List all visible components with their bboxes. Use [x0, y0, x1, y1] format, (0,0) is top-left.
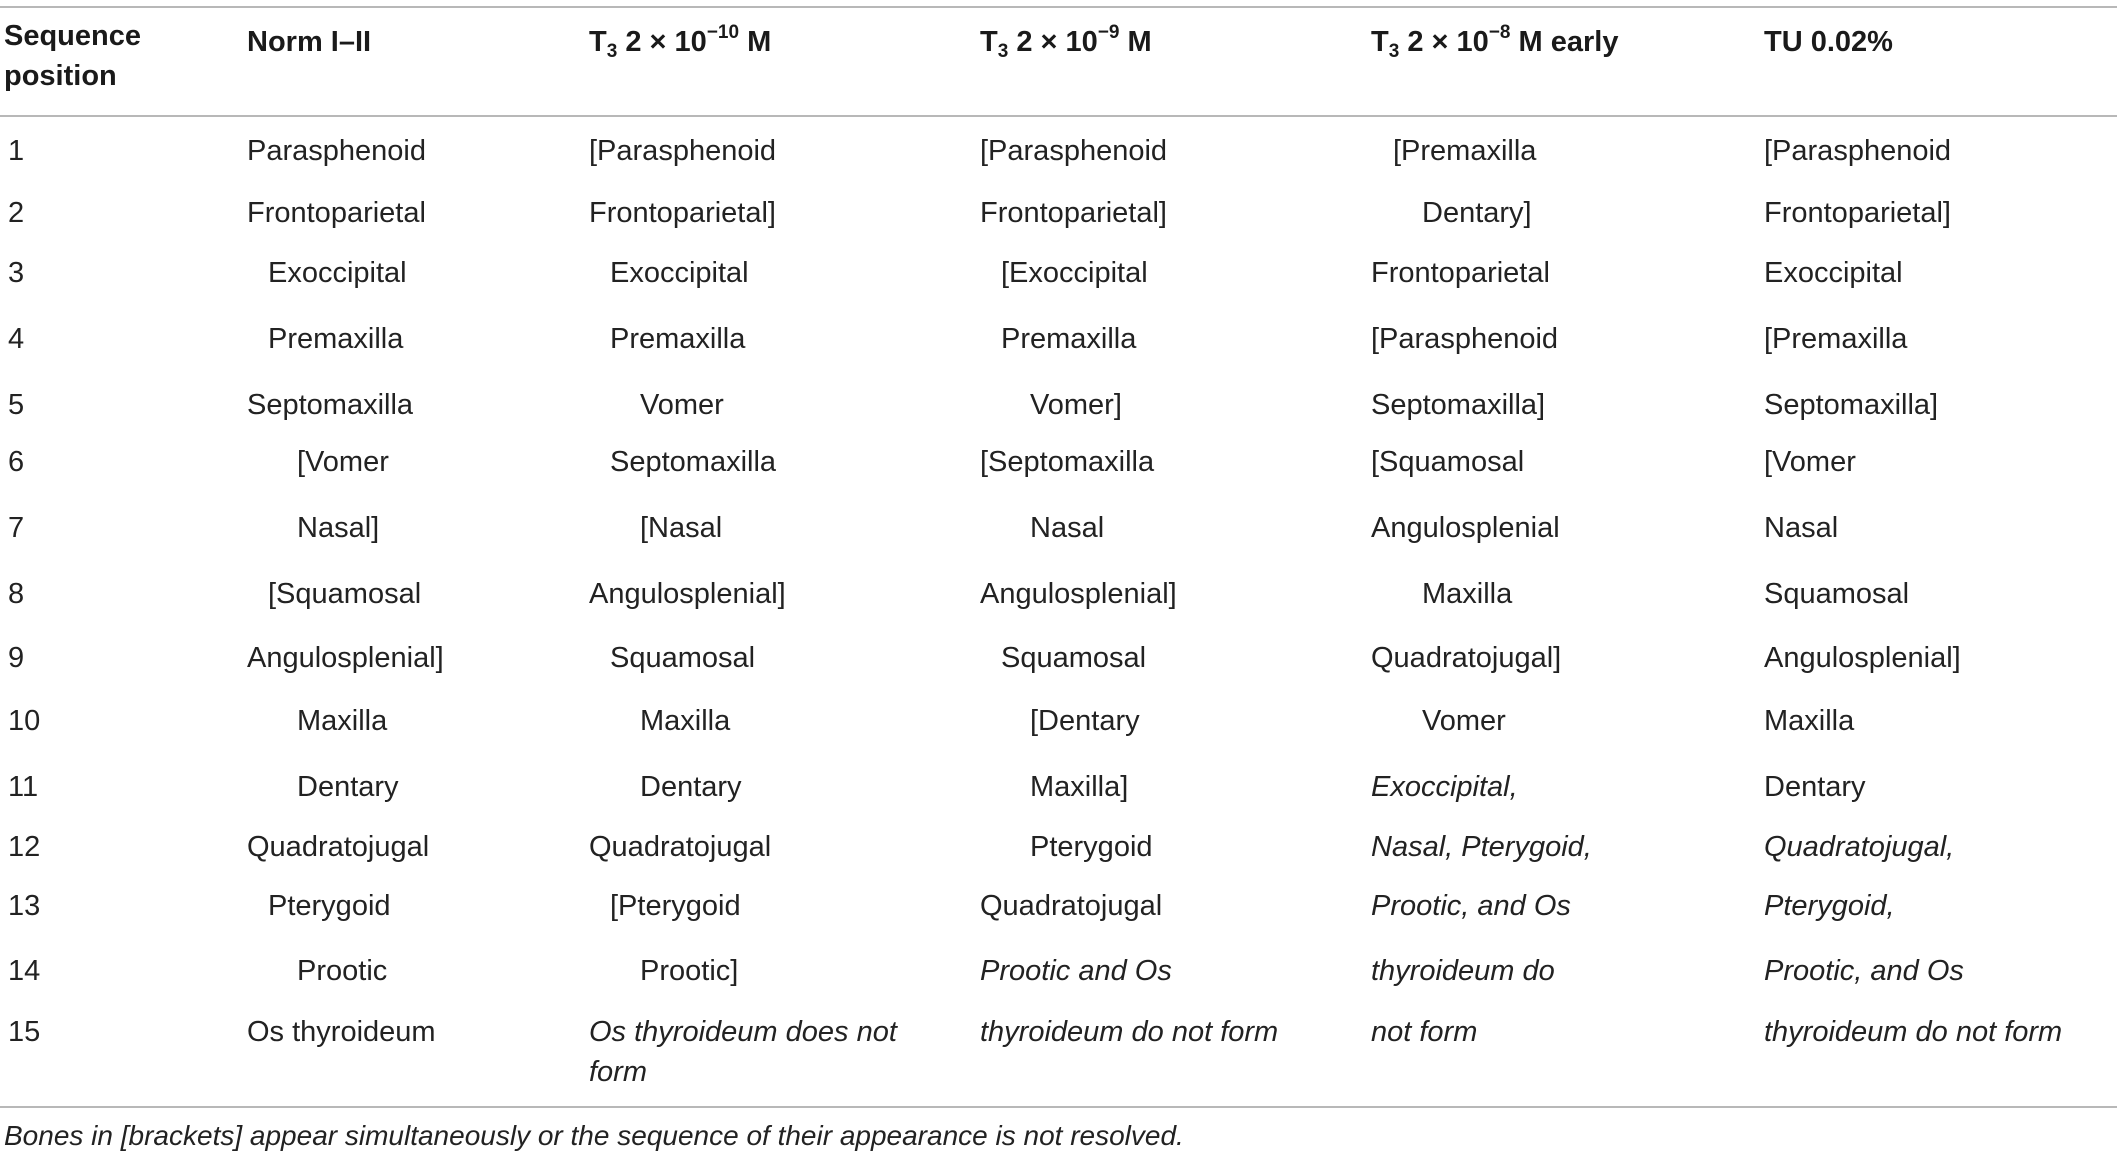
cell-seq: 10 — [8, 705, 41, 737]
cell-t3b: Frontoparietal] — [980, 197, 1167, 229]
cell-tu: thyroideum do not form — [1764, 1016, 2063, 1048]
cell-t3b: [Parasphenoid — [980, 135, 1168, 167]
cell-t3b: [Septomaxilla — [980, 446, 1155, 478]
cell-t3b: [Dentary — [1030, 705, 1140, 737]
cell-t3b: [Exoccipital — [1001, 257, 1148, 289]
cell-seq: 2 — [8, 197, 25, 229]
cell-t3b: thyroideum do not form — [980, 1016, 1279, 1048]
cell-t3b: Squamosal — [1001, 642, 1147, 674]
cell-tu: Dentary — [1764, 771, 1866, 803]
cell-norm: Parasphenoid — [247, 135, 426, 167]
cell-tu: Pterygoid, — [1764, 890, 1895, 922]
cell-tu: [Vomer — [1764, 446, 1856, 478]
cell-tu: Exoccipital — [1764, 257, 1903, 289]
cell-t3a: Dentary — [640, 771, 742, 803]
cell-seq: 1 — [8, 135, 25, 167]
cell-tu: Prootic, and Os — [1764, 955, 1964, 987]
cell-t3a: Exoccipital — [610, 257, 749, 289]
cell-norm: Os thyroideum — [247, 1016, 436, 1048]
header-tu: TU 0.02% — [1764, 26, 1893, 58]
cell-seq: 7 — [8, 512, 25, 544]
cell-t3c: Nasal, Pterygoid, — [1371, 831, 1592, 863]
cell-t3a: Quadratojugal — [589, 831, 772, 863]
cell-t3c: Dentary] — [1422, 197, 1532, 229]
cell-norm: Nasal] — [297, 512, 380, 544]
cell-tu: Frontoparietal] — [1764, 197, 1951, 229]
cell-norm: [Squamosal — [268, 578, 422, 610]
cell-t3a: Vomer — [640, 389, 724, 421]
cell-norm: Dentary — [297, 771, 399, 803]
cell-t3c: [Squamosal — [1371, 446, 1525, 478]
header-t3-1e-10: $T_3$ $2 \times 10^{-10}$ M — [589, 22, 772, 62]
table-footnote: Bones in [brackets] appear simultaneously or the sequence of their appearance is not resolved. — [4, 1120, 1184, 1151]
cell-t3a: Angulosplenial] — [589, 578, 786, 610]
cell-t3b: Premaxilla — [1001, 323, 1137, 355]
cell-t3a: Frontoparietal] — [589, 197, 776, 229]
cell-tu: Maxilla — [1764, 705, 1855, 737]
cell-norm: Quadratojugal — [247, 831, 430, 863]
cell-t3c: Vomer — [1422, 705, 1506, 737]
cell-tu: Nasal — [1764, 512, 1839, 544]
cell-tu: Angulosplenial] — [1764, 642, 1961, 674]
cell-t3b: Angulosplenial] — [980, 578, 1177, 610]
cell-t3c: Exoccipital, — [1371, 771, 1518, 803]
cell-seq: 8 — [8, 578, 25, 610]
cell-norm: Septomaxilla — [247, 389, 414, 421]
header-norm: Norm I–II — [247, 26, 372, 58]
header-t3-1e-9: $T_3$ $2 \times 10^{-9}$ M — [980, 22, 1152, 62]
cell-t3a: Premaxilla — [610, 323, 746, 355]
cell-t3a: Maxilla — [640, 705, 731, 737]
cell-t3b: Maxilla] — [1030, 771, 1129, 803]
table-header-rule — [0, 115, 2117, 117]
cell-norm: Exoccipital — [268, 257, 407, 289]
cell-seq: 3 — [8, 257, 25, 289]
cell-t3c: not form — [1371, 1016, 1478, 1048]
cell-seq: 5 — [8, 389, 25, 421]
cell-t3b: Vomer] — [1030, 389, 1122, 421]
cell-t3a: [Pterygoid — [610, 890, 741, 922]
cell-norm: Angulosplenial] — [247, 642, 444, 674]
table-top-rule — [0, 6, 2117, 8]
cell-t3c: Frontoparietal — [1371, 257, 1550, 289]
cell-t3a: Squamosal — [610, 642, 756, 674]
cell-norm: Prootic — [297, 955, 388, 987]
cell-t3c: Septomaxilla] — [1371, 389, 1546, 421]
cell-tu: Squamosal — [1764, 578, 1910, 610]
cell-t3b: Nasal — [1030, 512, 1105, 544]
cell-seq: 15 — [8, 1016, 41, 1048]
cell-t3a: Os thyroideum does not — [589, 1016, 897, 1048]
cell-norm: Premaxilla — [268, 323, 404, 355]
cell-t3c: Prootic, and Os — [1371, 890, 1571, 922]
cell-seq: 9 — [8, 642, 25, 674]
cell-t3c: Maxilla — [1422, 578, 1513, 610]
cell-t3c: [Premaxilla — [1393, 135, 1537, 167]
cell-t3b: Quadratojugal — [980, 890, 1163, 922]
cell-t3c: Quadratojugal] — [1371, 642, 1562, 674]
cell-seq: 12 — [8, 831, 41, 863]
cell-norm: Maxilla — [297, 705, 388, 737]
cell-tu: Quadratojugal, — [1764, 831, 1955, 863]
cell-tu: [Premaxilla — [1764, 323, 1908, 355]
cell-t3c: Angulosplenial — [1371, 512, 1560, 544]
cell-t3b: Prootic and Os — [980, 955, 1172, 987]
cell-norm: Frontoparietal — [247, 197, 426, 229]
cell-t3b: Pterygoid — [1030, 831, 1153, 863]
cell-norm: [Vomer — [297, 446, 389, 478]
header-t3-1e-8-early: $T_3$ $2 \times 10^{-8}$ M early — [1371, 22, 1619, 62]
cell-norm: Pterygoid — [268, 890, 391, 922]
cell-t3a: [Nasal — [640, 512, 723, 544]
cell-tu: Septomaxilla] — [1764, 389, 1939, 421]
cell-t3a: Prootic] — [640, 955, 739, 987]
cell-seq: 11 — [8, 771, 39, 803]
cell-seq: 6 — [8, 446, 25, 478]
cell-tu: [Parasphenoid — [1764, 135, 1952, 167]
table-bottom-rule — [0, 1106, 2117, 1108]
header-sequence-position: Sequence position — [4, 20, 141, 92]
cell-seq: 4 — [8, 323, 25, 355]
cell-t3a: [Parasphenoid — [589, 135, 777, 167]
cell-t3a: Septomaxilla — [610, 446, 777, 478]
cell-t3c: thyroideum do — [1371, 955, 1555, 987]
cell-seq: 14 — [8, 955, 41, 987]
cell-seq: 13 — [8, 890, 41, 922]
cell-t3c: [Parasphenoid — [1371, 323, 1559, 355]
cell-t3a-continued: form — [589, 1056, 647, 1088]
